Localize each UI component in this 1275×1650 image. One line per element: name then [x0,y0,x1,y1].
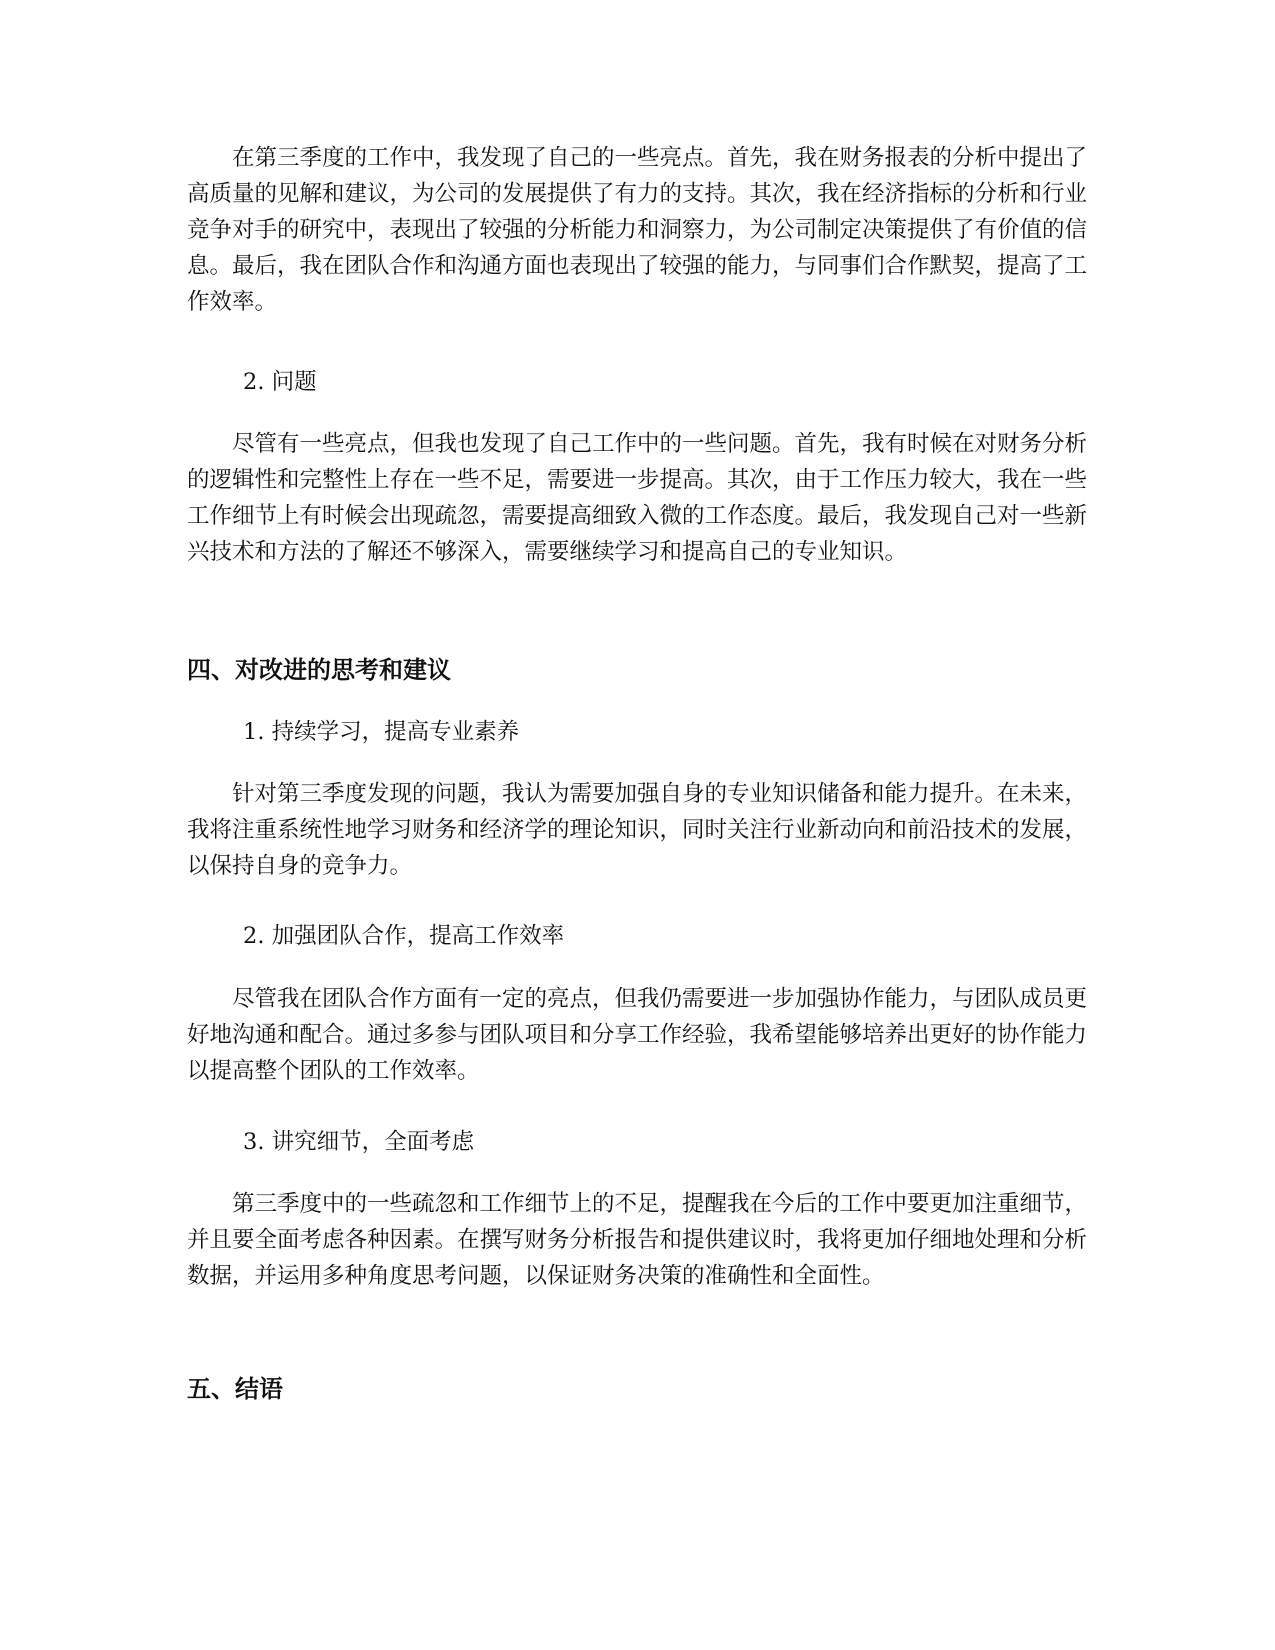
section-heading-conclusion: 五、结语 [187,1375,283,1403]
list-item-details: 3. 讲究细节，全面考虑 [243,1129,475,1155]
paragraph-teamwork: 尽管我在团队合作方面有一定的亮点，但我仍需要进一步加强协作能力，与团队成员更好地沟通和配合。通过多参与团队项目和分享工作经验，我希望能够培养出更好的协作能力以提高整个团队的工作效率。 [187,986,1088,1084]
list-item-problems: 2. 问题 [243,369,317,395]
paragraph-problems: 尽管有一些亮点，但我也发现了自己工作中的一些问题。首先，我有时候在对财务分析的逻辑性和完整性上存在一些不足，需要进一步提高。其次，由于工作压力较大，我在一些工作细节上有时候会出现疏忽，需要提高细致入微的工作态度。最后，我发现自己对一些新兴技术和方法的了解还不够深入，需要继续学习和提高自己的专业知识。 [187,431,1088,565]
section-heading-improvement: 四、对改进的思考和建议 [187,656,451,684]
paragraph-details: 第三季度中的一些疏忽和工作细节上的不足，提醒我在今后的工作中要更加注重细节，并且要全面考虑各种因素。在撰写财务分析报告和提供建议时，我将更加仔细地处理和分析数据，并运用多种角度思考问题，以保证财务决策的准确性和全面性。 [187,1191,1088,1289]
paragraph-learning: 针对第三季度发现的问题，我认为需要加强自身的专业知识储备和能力提升。在未来，我将注重系统性地学习财务和经济学的理论知识，同时关注行业新动向和前沿技术的发展，以保持自身的竞争力。 [187,781,1088,879]
paragraph-highlights: 在第三季度的工作中，我发现了自己的一些亮点。首先，我在财务报表的分析中提出了高质量的见解和建议，为公司的发展提供了有力的支持。其次，我在经济指标的分析和行业竞争对手的研究中，表现出了较强的分析能力和洞察力，为公司制定决策提供了有价值的信息。最后，我在团队合作和沟通方面也表现出了较强的能力，与同事们合作默契，提高了工作效率。 [187,145,1088,315]
list-item-teamwork: 2. 加强团队合作，提高工作效率 [243,923,565,949]
list-item-learning: 1. 持续学习，提高专业素养 [243,719,520,745]
